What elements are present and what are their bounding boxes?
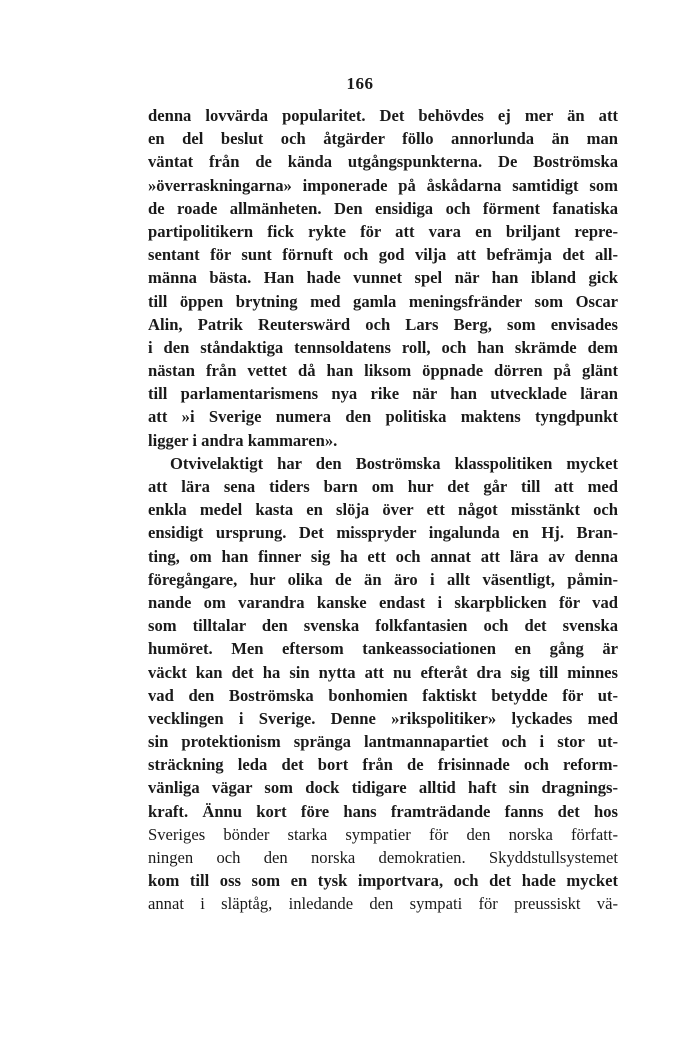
text-line: vad den Boströmska bonhomien faktiskt betydde för ut- [148, 685, 618, 705]
text-line: en del beslut och åtgärder föllo annorlunda än man [148, 129, 618, 149]
text-line: att »i Sverige numera den politiska maktens tyngdpunkt [148, 407, 618, 427]
text-line: humöret. Men eftersom tankeassociationen en gång är [148, 639, 618, 659]
text-line: föregångare, hur olika de än äro i allt väsentligt, påmin- [148, 569, 618, 589]
page-number: 166 [346, 74, 374, 93]
paragraph-2 [148, 452, 618, 916]
text-line: »överraskningarna» imponerade på åskådarna samtidigt som [148, 175, 618, 195]
text-line: männa bästa. Han hade vunnet spel när han ibland gick [148, 268, 618, 288]
text-line: kom till oss som en tysk importvara, och det hade mycket [148, 871, 618, 891]
body-text [148, 104, 618, 916]
text-line: annat i släptåg, inledande den sympati för preussiskt vä- [148, 894, 618, 914]
text-line: de roade allmänheten. Den ensidiga och förment fanatiska [148, 198, 618, 218]
text-line: Alin, Patrik Reuterswärd och Lars Berg, som envisades [148, 314, 618, 334]
text-line: nästan från vettet då han liksom öppnade dörren på glänt [148, 361, 618, 381]
text-line: Otvivelaktigt har den Boströmska klasspolitiken mycket [170, 453, 618, 473]
text-line: vecklingen i Sverige. Denne »rikspolitiker» lyckades med [148, 708, 618, 728]
text-line: ting, om han finner sig ha ett och annat att lära av denna [148, 546, 618, 566]
text-line: sin protektionism spränga lantmannapartiet och i stor ut- [148, 732, 618, 752]
text-line: till parlamentarismens nya rike när han utvecklade läran [148, 384, 618, 404]
text-line: denna lovvärda popularitet. Det behövdes ej mer än att [148, 106, 618, 125]
text-line: som tilltalar den svenska folkfantasien och det svenska [148, 616, 618, 636]
text-line: vänliga vägar som dock tidigare alltid haft sin dragnings- [148, 778, 618, 798]
text-line: nande om varandra kanske endast i skarpblicken för vad [148, 592, 618, 612]
text-line: partipolitikern fick rykte för att vara en briljant repre- [148, 221, 618, 241]
text-line: till öppen brytning med gamla meningsfränder som Oscar [148, 291, 618, 311]
text-line: sträckning leda det bort från de frisinnade och reform- [148, 755, 618, 775]
paragraph-1 [148, 104, 618, 452]
text-line: enkla medel kasta en slöja över ett något misstänkt och [148, 500, 618, 520]
text-line: ligger i andra kammaren». [148, 430, 338, 450]
text-line: väntat från de kända utgångspunkterna. De Boströmska [148, 152, 618, 172]
text-line: Sveriges bönder starka sympatier för den norska författ- [148, 824, 618, 844]
text-line: kraft. Ännu kort före hans framträdande fanns det hos [148, 801, 618, 821]
text-line: i den ståndaktiga tennsoldatens roll, och han skrämde dem [148, 337, 618, 357]
text-line: väckt kan det ha sin nytta att nu efteråt dra sig till minnes [148, 662, 618, 682]
text-line: att lära sena tiders barn om hur det går till att med [148, 477, 618, 496]
text-line: sentant för sunt förnuft och god vilja att befrämja det all- [148, 245, 618, 265]
text-line: ningen och den norska demokratien. Skyddstullsystemet [148, 848, 618, 867]
text-line: ensidigt ursprung. Det misspryder ingalunda en Hj. Bran- [148, 523, 618, 543]
